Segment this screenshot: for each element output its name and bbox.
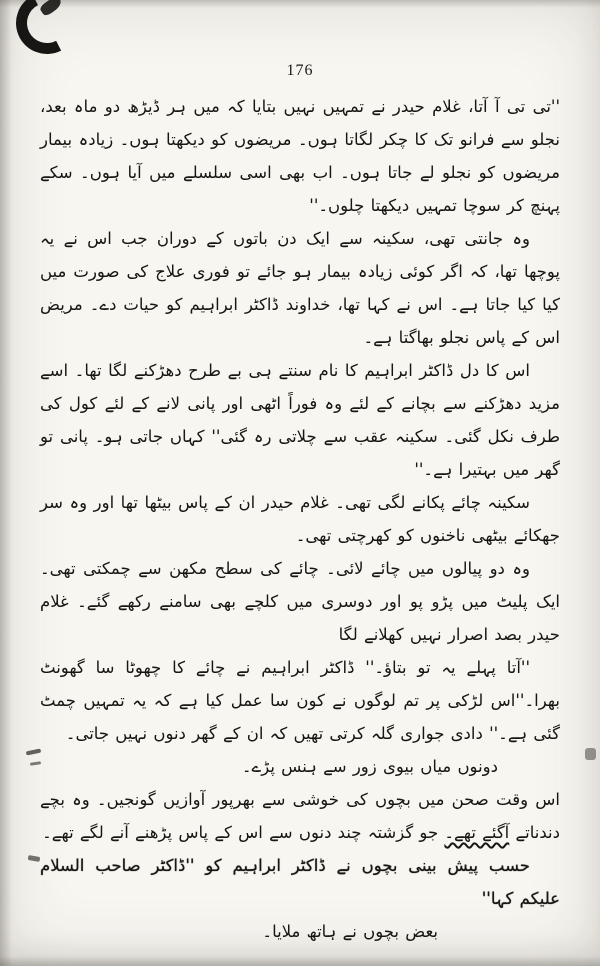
paragraph-short: دونوں میاں بیوی زور سے ہنس پڑے۔ — [241, 757, 498, 776]
page-text — [0, 80, 600, 948]
page-number: 176 — [286, 62, 314, 79]
paragraph: سکینہ چائے پکانے لگی تھی۔ غلام حیدر ان کے پاس بیٹھا تھا اور وہ سر جھکائے بیٹھی ناخنوں کو کھرچتی تھی۔ — [40, 493, 560, 545]
scan-edge-shadow-bottom — [0, 956, 600, 966]
paragraph-greeting: حسب پیش بینی بچوں نے ڈاکٹر ابراہیم کو ''ڈاکٹر صاحب السلام علیکم کہا'' — [40, 856, 560, 908]
paragraph-text-pre: اس وقت صحن میں بچوں کی خوشی سے بھرپور آوازیں گونجیں۔ وہ بچے دندناتے — [40, 790, 560, 842]
underlined-text: آگئے تھے۔ — [444, 823, 510, 842]
scan-smudge-right — [585, 748, 596, 760]
scan-edge-shadow-top — [0, 0, 600, 8]
scan-edge-shadow-left — [0, 0, 12, 966]
paragraph-dialogue-opening: ''تی تی آ آتا، غلام حیدر نے تمہیں نہیں بتایا کہ میں ہر ڈیڑھ دو ماہ بعد، نجلو سے فرانو تک کا چکر لگاتا ہوں۔ مریضوں کو دیکھتا ہوں۔ زیادہ بیمار مریضوں کو نجلو لے جاتا ہوں۔ اب بھی اسی سلسلے میں آیا ہوں۔ سکے پہنچ کر سوچا تمہیں دیکھتا چلوں۔'' — [40, 97, 560, 215]
paragraph-with-underline — [40, 783, 560, 849]
paragraph-dialogue: ''آتا پہلے یہ تو بتاؤ۔'' ڈاکٹر ابراہیم نے چائے کا چھوٹا سا گھونٹ بھرا۔''اس لڑکی پر تم لوگوں نے کون سا عمل کیا ہے کہ یہ تمہیں چمٹ گئی ہے۔'' دادی جواری گلہ کرتی تھیں کہ ان کے گھر دنوں نہیں جاتی۔ — [40, 658, 560, 743]
paragraph: اس کا دل ڈاکٹر ابراہیم کا نام سنتے ہی بے طرح دھڑکنے لگا تھا۔ اسے مزید دھڑکنے سے بچانے کے لئے وہ فوراً اٹھی اور پانی لانے کے لئے کول کی طرف نکل گئی۔ سکینہ عقب سے چلاتی رہ گئی'' کہاں جاتی ہو۔ پانی تو گھر میں بہتیرا ہے۔'' — [40, 361, 560, 479]
paragraph: وہ جانتی تھی، سکینہ سے ایک دن باتوں کے دوران جب اس نے یہ پوچھا تھا، کہ اگر کوئی زیادہ بیمار ہو جائے تو فوری علاج کی صورت میں کیا کیا جاتا ہے۔ اس نے کہا تھا، خداوند ڈاکٹر ابراہیم کو حیات دے۔ مریض اس کے پاس نجلو بھاگتا ہے۔ — [40, 229, 560, 347]
paragraph: وہ دو پیالوں میں چائے لائی۔ چائے کی سطح مکھن سے چمکتی تھی۔ ایک پلیٹ میں پڑو پو اور دوسری میں کلچے بھی سامنے رکھے گئے۔ غلام حیدر بصد اصرار نہیں کھلانے لگا — [40, 559, 560, 644]
paragraph-closing: بعض بچوں نے ہاتھ ملایا۔ — [262, 922, 438, 941]
paragraph-text-post: جو گزشتہ چند دنوں سے اس کے پاس پڑھنے آنے لگے تھے۔ — [42, 823, 445, 842]
